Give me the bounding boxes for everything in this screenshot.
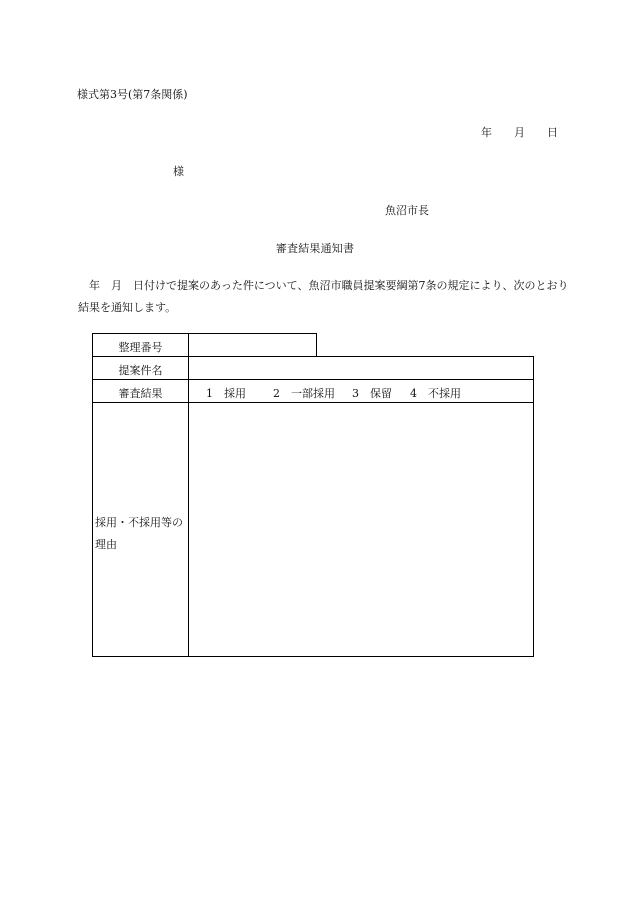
table-line bbox=[533, 356, 534, 657]
result-option-3: 3 保留 bbox=[352, 387, 392, 400]
table-line bbox=[188, 333, 189, 657]
body-text bbox=[78, 275, 573, 319]
date-line bbox=[481, 124, 558, 140]
table-line bbox=[92, 333, 317, 334]
form-number: 様式第3号(第7条関係) bbox=[77, 88, 188, 101]
date-day: 日 bbox=[547, 126, 558, 139]
table-line bbox=[316, 333, 317, 357]
table-line bbox=[92, 379, 534, 380]
body-text-content: 年 月 日付けで提案のあった件について、魚沼市職員提案要綱第7条の規定により、次のとおり結果を通知します。 bbox=[78, 279, 569, 314]
addressee-suffix: 様 bbox=[173, 165, 184, 178]
document-title: 審査結果通知書 bbox=[275, 242, 355, 255]
result-option-1: 1 採用 bbox=[206, 387, 246, 400]
row-label-reason: 採用・不採用等の理由 bbox=[95, 516, 183, 551]
result-option-2: 2 一部採用 bbox=[273, 387, 335, 400]
issuer: 魚沼市長 bbox=[385, 204, 429, 217]
row-label-subject: 提案件名 bbox=[118, 364, 163, 377]
table-line bbox=[92, 402, 534, 403]
table-line bbox=[92, 356, 534, 357]
row-label-number: 整理番号 bbox=[118, 341, 163, 354]
date-month: 月 bbox=[514, 126, 525, 139]
table-line bbox=[92, 656, 534, 657]
row-label-result: 審査結果 bbox=[118, 387, 163, 400]
result-option-4: 4 不採用 bbox=[410, 387, 461, 400]
date-year: 年 bbox=[481, 126, 492, 139]
table-line bbox=[92, 333, 93, 657]
